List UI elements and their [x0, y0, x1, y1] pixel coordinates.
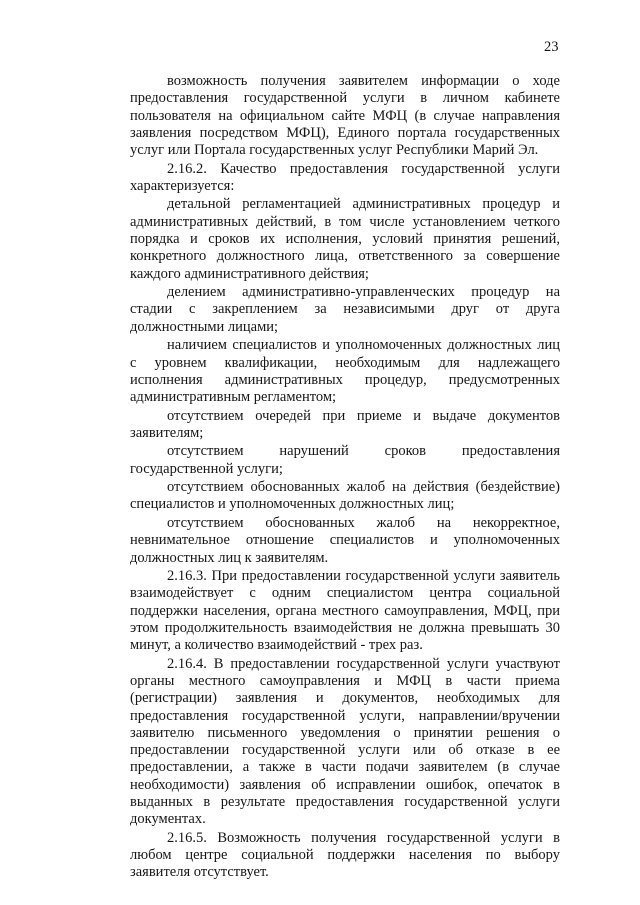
paragraph-qualified-specialists: наличием специалистов и уполномоченных должностных лиц с уровнем квалификации, необходимым для надлежащего исполнения административных процедур, предусмотренных административным регламентом;: [130, 337, 560, 406]
paragraph-2-16-4: 2.16.4. В предоставлении государственной услуги участвуют органы местного самоуправления и МФЦ в части приема (регистрации) заявления и документов, необходимых для предоставления государственной услуги, направлении/вручении заявителю письменного уведомления о принятии решения о предоставлении государственной услуги или об отказе в ее предоставлении, а также в части подачи заявителем (в случае необходимости) заявления об исправлении ошибок, опечаток в выданных в результате предоставления государственной услуги документах.: [130, 655, 560, 828]
paragraph-2-16-5: 2.16.5. Возможность получения государственной услуги в любом центре социальной поддержки населения по выбору заявителя отсутствует.: [130, 829, 560, 881]
paragraph-detailed-regulation: детальной регламентацией административных процедур и административных действий, в том числе установлением четкого порядка и сроков их исполнения, условий принятия решений, конкретного должностного лица, ответственного за совершение каждого административного действия;: [130, 196, 560, 282]
paragraph-info-personal-account: возможность получения заявителем информации о ходе предоставления государственной услуги в личном кабинете пользователя на официальном сайте МФЦ (в случае направления заявления посредством МФЦ), Единого портала государственных услуг или Портала государственных услуг Республики Марий Эл.: [130, 73, 560, 159]
paragraph-2-16-3: 2.16.3. При предоставлении государственной услуги заявитель взаимодействует с одним специалистом центра социальной поддержки населения, органа местного самоуправления, МФЦ, при этом продолжительность взаимодействия не должна превышать 30 минут, а количество взаимодействий - трех раз.: [130, 568, 560, 654]
paragraph-2-16-2-heading: 2.16.2. Качество предоставления государственной услуги характеризуется:: [130, 160, 560, 194]
paragraph-no-complaints-attitude: отсутствием обоснованных жалоб на некорректное, невнимательное отношение специалистов и уполномоченных должностных лиц к заявителям.: [130, 514, 560, 566]
paragraph-division-of-procedures: делением административно-управленческих процедур на стадии с закреплением за независимыми друг от друга должностными лицами;: [130, 284, 560, 335]
document-body: [130, 73, 560, 883]
paragraph-no-deadline-violations: отсутствием нарушений сроков предоставления государственной услуги;: [130, 443, 560, 477]
page-number: 23: [544, 39, 559, 55]
paragraph-no-complaints-actions: отсутствием обоснованных жалоб на действия (бездействие) специалистов и уполномоченных должностных лиц;: [130, 479, 560, 513]
paragraph-no-queues: отсутствием очередей при приеме и выдаче документов заявителям;: [130, 407, 560, 441]
